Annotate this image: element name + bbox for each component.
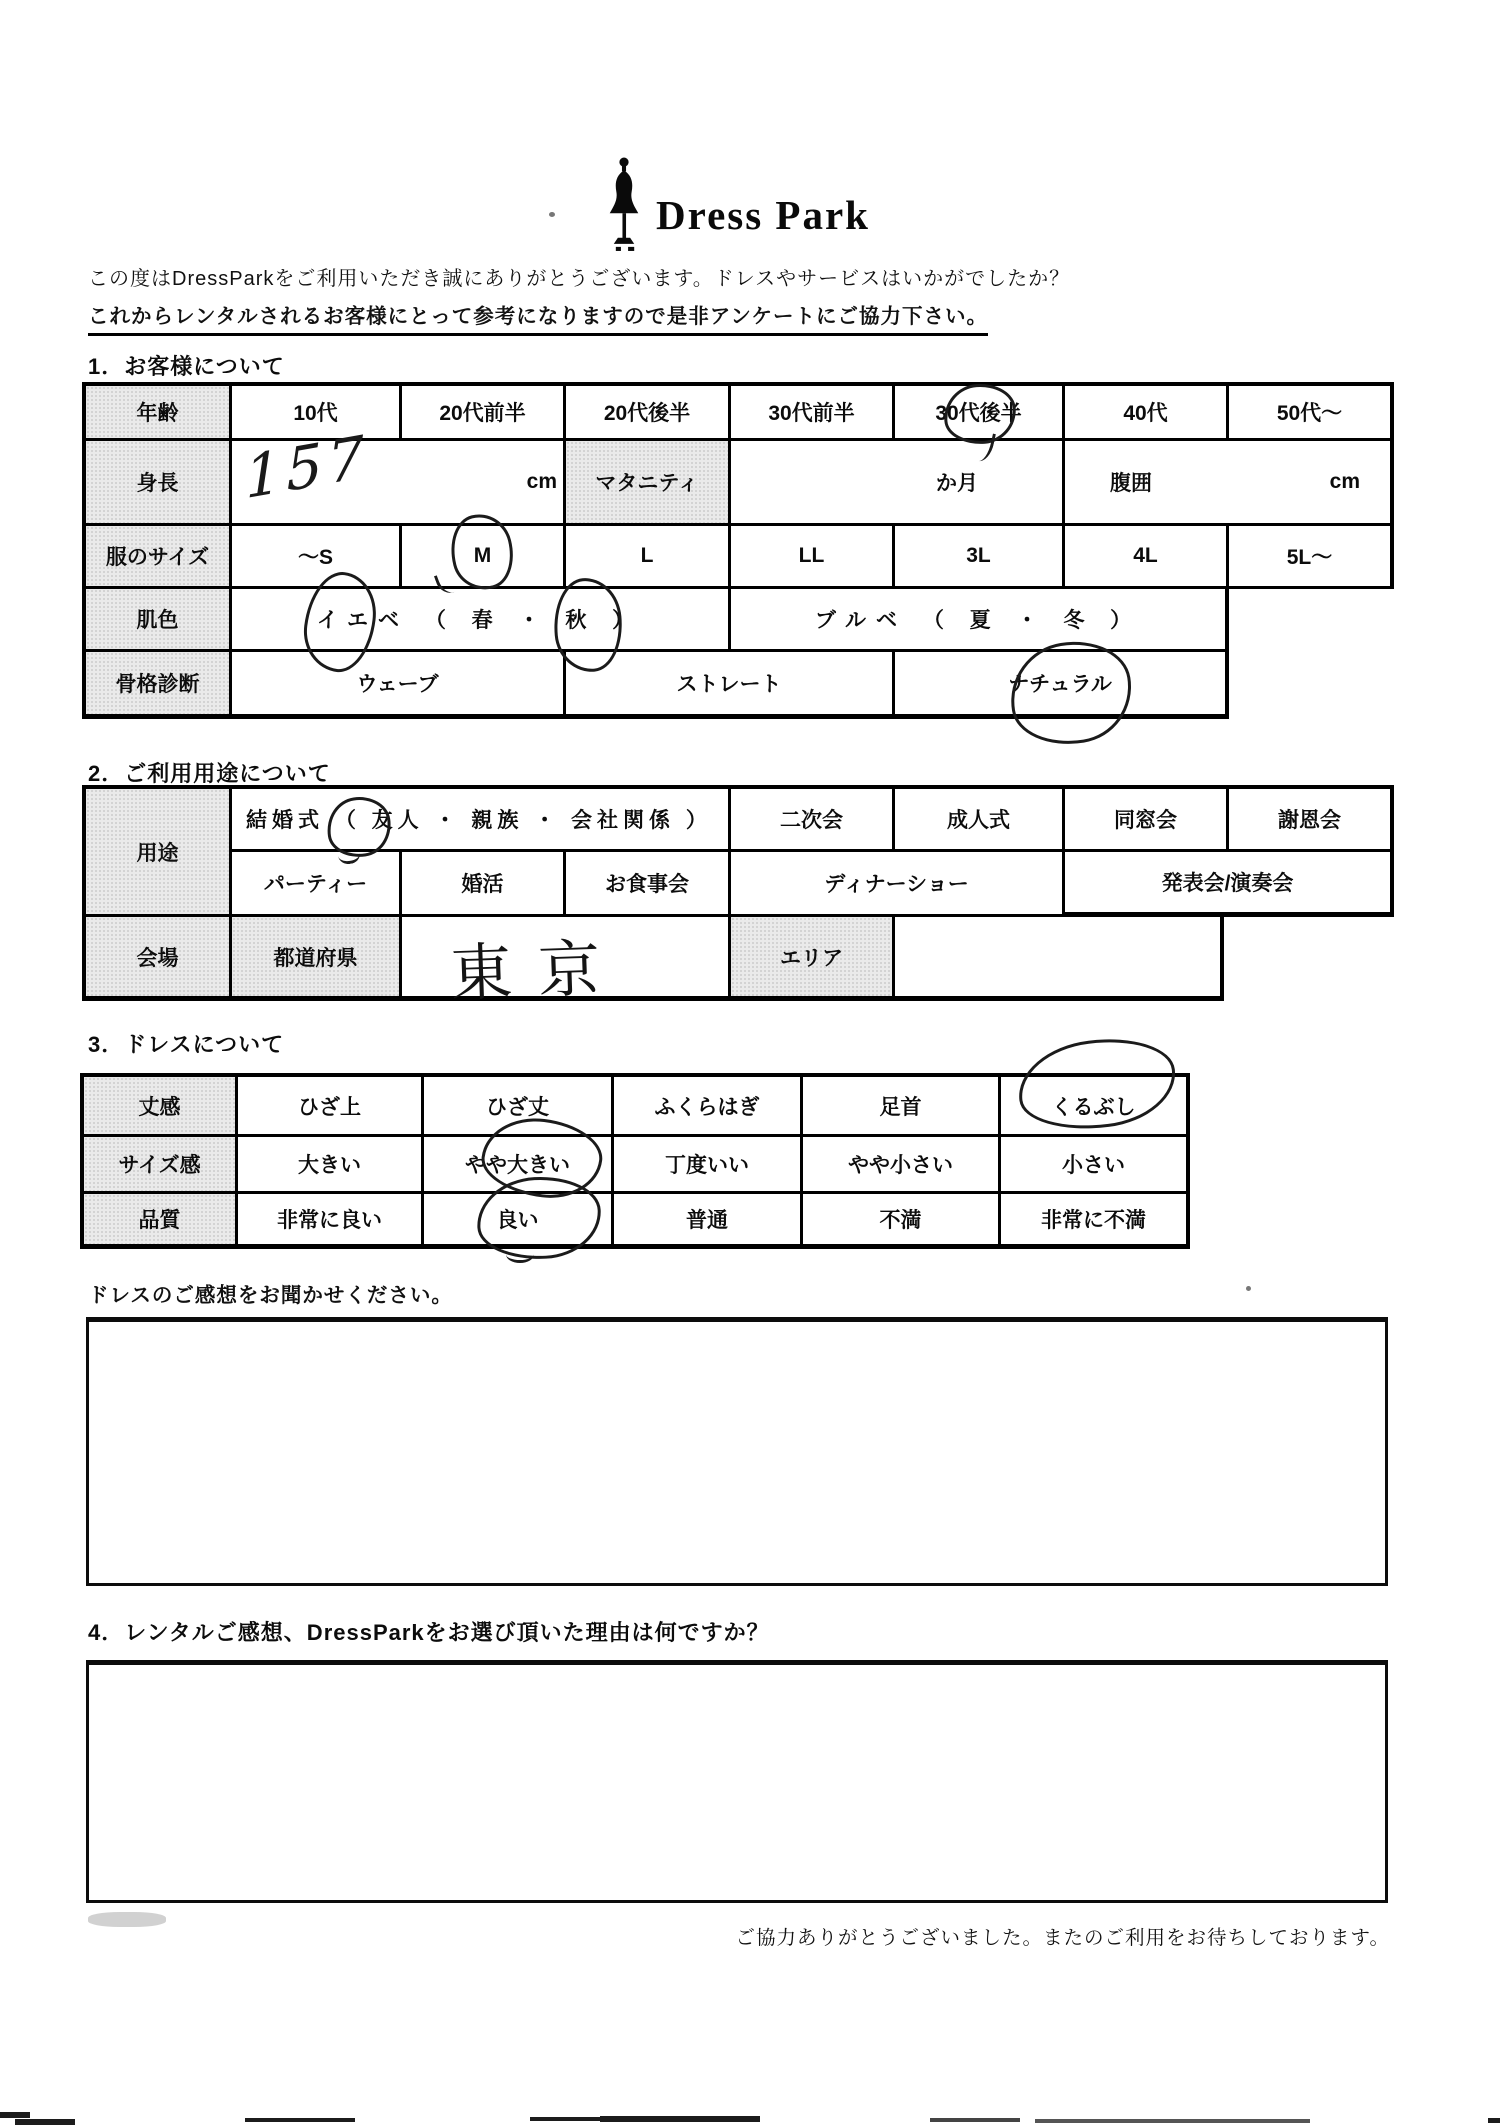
handwritten-prefecture: 東京 [448,930,628,1011]
skeleton-row [82,652,1394,719]
age-label: 年齢 [82,386,232,441]
rental-feedback-box [86,1660,1388,1903]
scan-speck [1246,1286,1251,1291]
fit-option-just-right: 丁度いい [614,1137,803,1194]
customer-table [82,382,1394,719]
area-label: エリア [731,917,895,1001]
purpose-option-afterparty: 二次会 [731,789,895,852]
age-option-10s: 10代 [232,386,402,441]
fit-option-slightly-small: やや小さい [803,1137,1001,1194]
fit-option-small: 小さい [1001,1137,1190,1194]
purpose-row-2 [232,852,1394,917]
circle-tail-quality [506,1246,534,1263]
section4-heading: 4．レンタルご感想、DressParkをお選び頂いた理由は何ですか？ [88,1620,770,1645]
purpose-option-recital: 発表会/演奏会 [1065,852,1394,917]
handwritten-height: 157 [243,421,370,513]
skin-option-yellow-base: イエベ （ 春 ・ 秋 ） [232,589,731,652]
height-unit: cm [526,470,557,493]
purpose-table [82,785,1394,1011]
size-option-3l: 3L [895,526,1065,589]
dress-feedback-box [86,1317,1388,1586]
waist-cell [1065,441,1394,526]
intro-request-text: これからレンタルされるお客様にとって参考になりますので是非アンケートにご協力下さい。 [88,299,988,336]
purpose-option-dinner-show: ディナーショー [731,852,1065,917]
maternity-months-cell [731,441,1065,526]
scan-speck [549,212,555,217]
purpose-option-wedding: 結婚式 （ 友人 ・ 親族 ・ 会社関係 ） [232,789,731,852]
scan-line-artifact [600,2116,760,2122]
scan-line-artifact [245,2118,355,2122]
dress-feedback-prompt: ドレスのご感想をお聞かせください。 [88,1284,453,1307]
purpose-option-party: パーティー [232,852,402,917]
skeleton-option-wave: ウェーブ [232,652,566,719]
brand-logo [600,155,870,258]
scan-line-artifact [0,2112,30,2118]
age-option-early30s: 30代前半 [731,386,895,441]
purpose-option-thanks-party: 謝恩会 [1229,789,1394,852]
size-option-4l: 4L [1065,526,1229,589]
scan-line-artifact [1488,2118,1500,2123]
quality-option-good: 良い [424,1194,614,1249]
intro-text: この度はDressParkをご利用いただき誠にありがとうございます。ドレスやサービスはいかがでしたか？ [88,268,1071,290]
dress-form-icon [600,155,648,258]
age-option-40s: 40代 [1065,386,1229,441]
size-label: 服のサイズ [82,526,232,589]
section1-heading: 1．お客様について [88,354,285,379]
age-option-late20s: 20代後半 [566,386,731,441]
height-row [82,421,1394,526]
fit-option-slightly-big: やや大きい [424,1137,614,1194]
prefecture-value-cell [402,917,731,1011]
height-value-cell [232,421,566,526]
purpose-option-reunion: 同窓会 [1065,789,1229,852]
area-value-cell [895,917,1224,1001]
waist-label: 腹囲 [1110,472,1152,495]
age-option-late30s: 30代後半 [895,386,1065,441]
age-row [82,386,1394,441]
months-label: か月 [936,472,978,495]
skin-tone-label: 肌色 [82,589,232,652]
length-option-calf: ふくらはぎ [614,1077,803,1137]
quality-option-very-unsatisfied: 非常に不満 [1001,1194,1190,1249]
quality-option-unsatisfied: 不満 [803,1194,1001,1249]
length-option-ankle: 足首 [803,1077,1001,1137]
size-row [82,526,1394,589]
scan-smudge [88,1912,166,1927]
scan-line-artifact [1035,2119,1310,2123]
scan-line-artifact [530,2117,605,2121]
length-label: 丈感 [80,1077,238,1137]
venue-row [82,917,1394,1011]
brand-name: Dress Park [656,192,870,238]
skeleton-option-natural: ナチュラル [895,652,1229,719]
length-option-above-knee: ひざ上 [238,1077,424,1137]
size-option-5l: 5L～ [1229,526,1394,589]
quality-option-normal: 普通 [614,1194,803,1249]
length-option-anklebone: くるぶし [1001,1077,1190,1137]
fit-label: サイズ感 [80,1137,238,1194]
quality-row [80,1194,1190,1249]
skin-option-blue-base: ブルベ （ 夏 ・ 冬 ） [731,589,1229,652]
purpose-option-dinner: お食事会 [566,852,731,917]
size-option-m: M [402,526,566,589]
footer-thanks: ご協力ありがとうございました。またのご利用をお待ちしております。 [735,1927,1390,1949]
waist-unit: cm [1329,470,1360,493]
skin-tone-row [82,589,1394,652]
size-option-s: ～S [232,526,402,589]
quality-label: 品質 [80,1194,238,1249]
length-option-knee: ひざ丈 [424,1077,614,1137]
quality-option-very-good: 非常に良い [238,1194,424,1249]
venue-label: 会場 [82,917,232,1001]
skeleton-option-straight: ストレート [566,652,895,719]
fit-row [80,1137,1190,1194]
purpose-label: 用途 [82,789,232,917]
size-option-ll: LL [731,526,895,589]
section2-heading: 2．ご利用用途について [88,761,331,786]
section3-heading: 3．ドレスについて [88,1032,285,1057]
scan-line-artifact [930,2118,1020,2122]
prefecture-label: 都道府県 [232,917,402,1001]
purpose-option-konkatsu: 婚活 [402,852,566,917]
size-option-l: L [566,526,731,589]
purpose-option-coming-of-age: 成人式 [895,789,1065,852]
skeleton-label: 骨格診断 [82,652,232,719]
scan-line-artifact [15,2119,75,2125]
height-label: 身長 [82,441,232,526]
maternity-label: マタニティ [566,441,731,526]
purpose-row-1 [232,789,1394,852]
fit-option-big: 大きい [238,1137,424,1194]
age-option-50s: 50代～ [1229,386,1394,441]
age-option-early20s: 20代前半 [402,386,566,441]
